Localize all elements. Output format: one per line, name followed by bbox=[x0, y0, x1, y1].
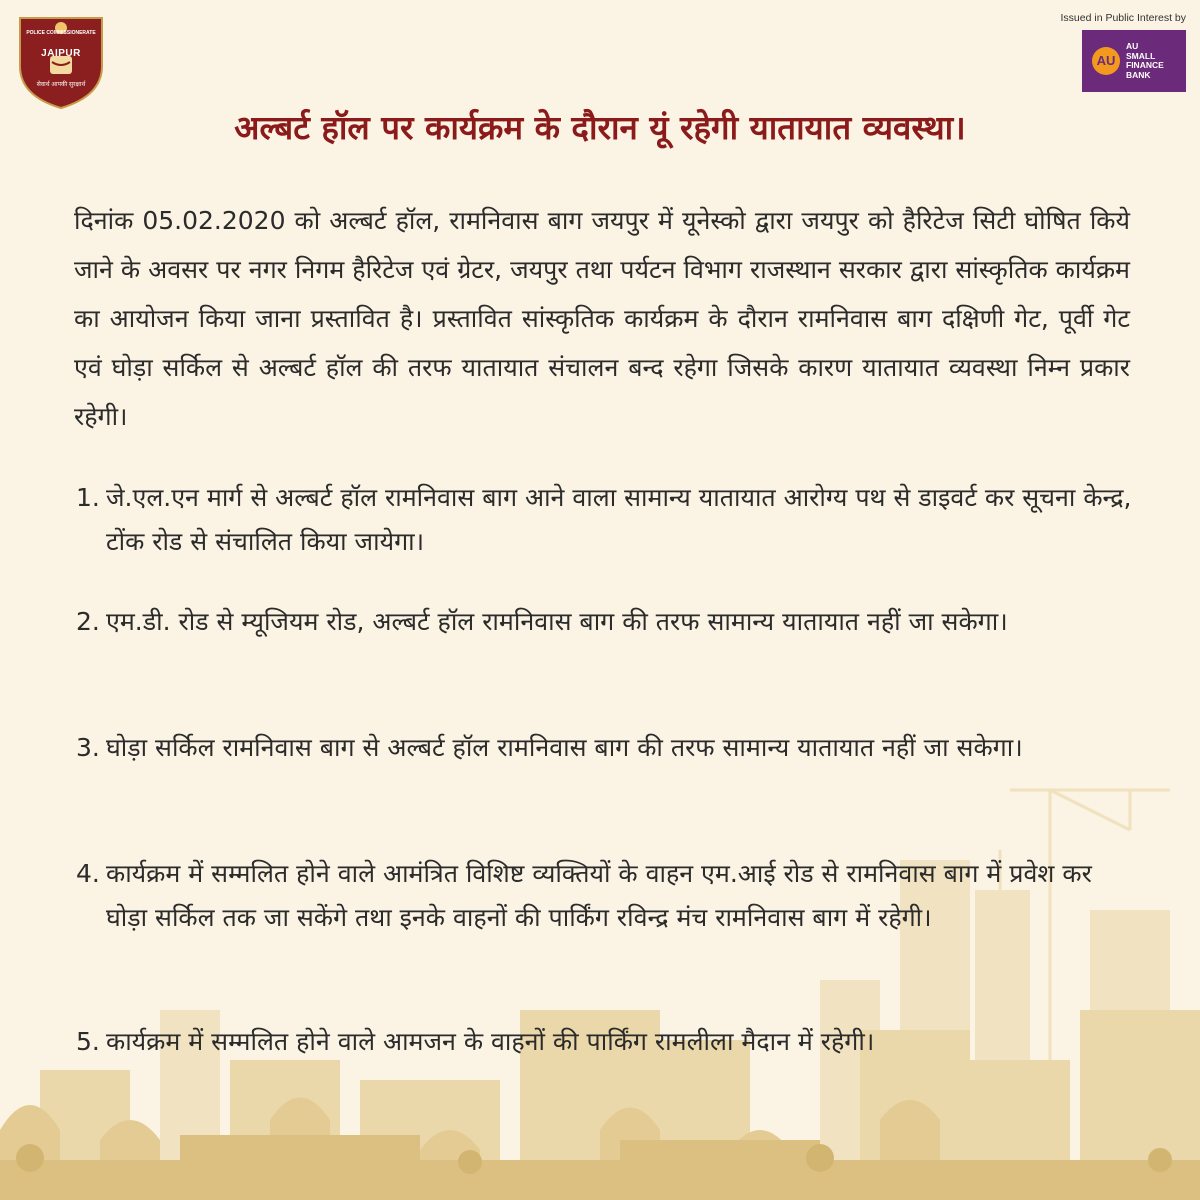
list-item-text: कार्यक्रम में सम्मलित होने वाले आमंत्रित विशिष्ट व्यक्तियों के वाहन एम.आई रोड से रामनिवास बाग में प्रवेश कर घोड़ा सर्किल तक जा सकेंगे तथा इनके वाहनों की पार्किंग रविन्द्र मंच रामनिवास बाग में रहेगी। bbox=[106, 859, 1092, 932]
list-item bbox=[76, 726, 1136, 770]
logo-name: JAIPUR bbox=[41, 48, 81, 59]
au-mark-icon: AU bbox=[1092, 47, 1120, 75]
list-item bbox=[76, 1020, 1136, 1064]
au-bank-name bbox=[1126, 42, 1186, 80]
page-title: अल्बर्ट हॉल पर कार्यक्रम के दौरान यूं रहेगी यातायात व्यवस्था। bbox=[234, 108, 966, 147]
list-item-text: एम.डी. रोड से म्यूजियम रोड, अल्बर्ट हॉल रामनिवास बाग की तरफ सामान्य यातायात नहीं जा सकेगा। bbox=[106, 607, 1008, 636]
au-name-line: SMALL bbox=[1126, 50, 1156, 61]
list-item-number: 3. bbox=[76, 733, 100, 762]
au-bank-logo bbox=[1082, 30, 1186, 92]
list-item-number: 5. bbox=[76, 1027, 100, 1056]
shield-emblem-icon bbox=[14, 10, 108, 110]
list-item-text: कार्यक्रम में सम्मलित होने वाले आमजन के वाहनों की पार्किंग रामलीला मैदान में रहेगी। bbox=[106, 1027, 875, 1056]
logo-motto: सेवार्थ आपकी सुरक्षार्थ bbox=[36, 81, 86, 88]
au-name-line: FINANCE bbox=[1126, 60, 1164, 70]
logo-arc-text: POLICE COMMISSIONERATE bbox=[26, 30, 96, 36]
sponsor-block bbox=[1054, 12, 1186, 92]
list-item bbox=[76, 600, 1136, 644]
list-item bbox=[76, 852, 1136, 940]
sponsor-caption: Issued in Public Interest by bbox=[1060, 12, 1186, 24]
list-item-number: 4. bbox=[76, 859, 100, 888]
list-item bbox=[76, 476, 1136, 564]
list-item-number: 2. bbox=[76, 607, 100, 636]
au-name-line: AU bbox=[1126, 41, 1139, 51]
list-item-number: 1. bbox=[76, 483, 100, 512]
police-commissionerate-logo bbox=[14, 10, 108, 110]
list-item-text: घोड़ा सर्किल रामनिवास बाग से अल्बर्ट हॉल रामनिवास बाग की तरफ सामान्य यातायात नहीं जा सकेगा। bbox=[106, 733, 1023, 762]
intro-paragraph: दिनांक 05.02.2020 को अल्बर्ट हॉल, रामनिवास बाग जयपुर में यूनेस्को द्वारा जयपुर को हैरिटेज सिटी घोषित किये जाने के अवसर पर नगर निगम हैरिटेज एवं ग्रेटर, जयपुर तथा पर्यटन विभाग राजस्थान सरकार द्वारा सांस्कृतिक कार्यक्रम का आयोजन किया जाना प्रस्तावित है। प्रस्तावित सांस्कृतिक कार्यक्रम के दौरान रामनिवास बाग दक्षिणी गेट, पूर्वी गेट एवं घोड़ा सर्किल से अल्बर्ट हॉल की तरफ यातायात संचालन बन्द रहेगा जिसके कारण यातायात व्यवस्था निम्न प्रकार रहेगी। bbox=[74, 206, 1130, 431]
list-item-text: जे.एल.एन मार्ग से अल्बर्ट हॉल रामनिवास बाग आने वाला सामान्य यातायात आरोग्य पथ से डाइवर्ट कर सूचना केन्द्र, टोंक रोड से संचालित किया जायेगा। bbox=[106, 483, 1132, 556]
au-name-line: BANK bbox=[1126, 69, 1151, 80]
